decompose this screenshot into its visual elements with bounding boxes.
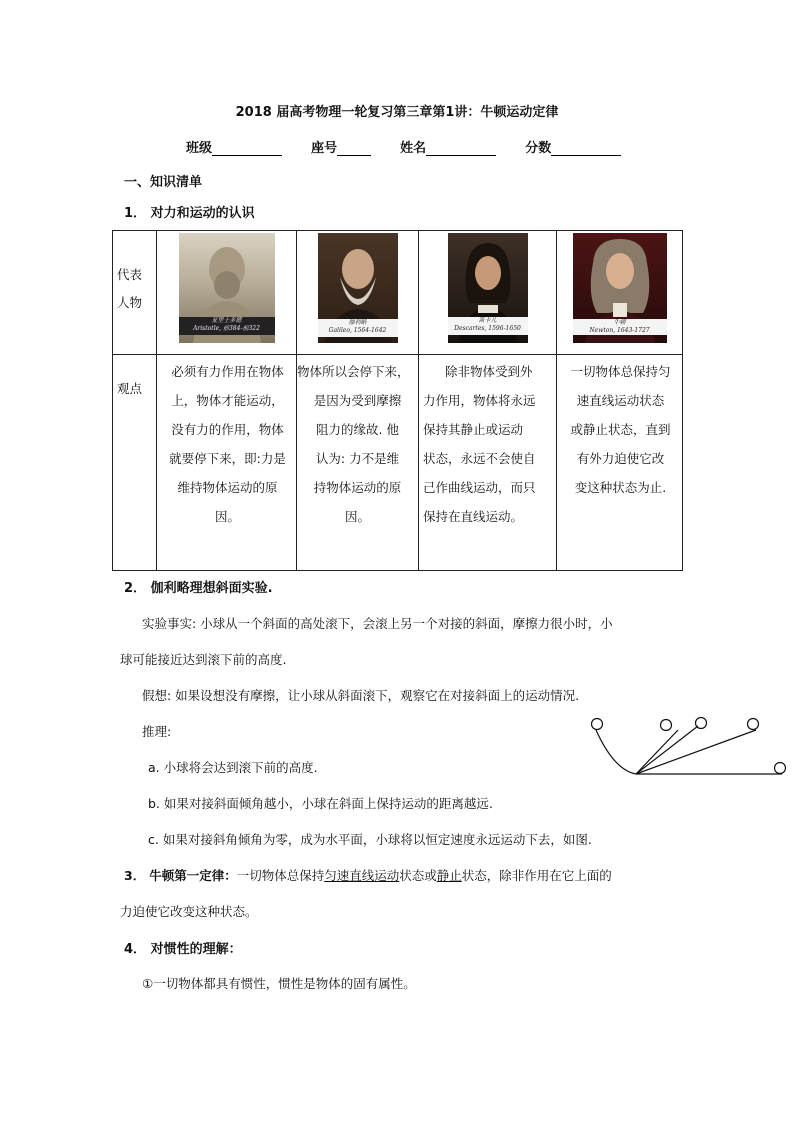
galileo-name: 伽利略 [348,319,367,326]
descent-slope [596,730,636,774]
newton-view-line: 速直线运动状态 [576,393,665,408]
aristotle-view-cell [157,355,297,571]
ball-medium [696,718,707,729]
galileo-view-line: 阻力的缘故. 他 [316,422,399,437]
name-field-label: 姓名 [400,141,427,156]
representative-label-line2: 人物 [117,295,143,310]
law-text-part1: 一切物体总保持 [236,868,325,883]
descartes-caption: Descartes, 1596-1650 [454,325,521,332]
portrait-cell-descartes [419,231,557,355]
aristotle-view-line: 必须有力作用在物体 [171,364,284,379]
newton-caption: Newton, 1643-1727 [589,327,650,334]
galileo-view-line: 持物体运动的原 [313,480,402,495]
seat-field-blank[interactable] [337,143,371,156]
ball-steep [661,720,672,731]
newton-portrait [573,233,667,343]
name-field-blank[interactable] [426,143,496,156]
experiment-fact-line2: 球可能接近达到滚下前的高度. [120,652,287,667]
portrait-cell-newton [557,231,683,355]
descartes-view-line: 力作用，物体将永远 [423,393,536,408]
newton-first-law [124,866,612,884]
descartes-view-line: 除非物体受到外 [445,364,533,379]
viewpoint-label: 观点 [117,381,143,396]
newton-name: 牛顿 [613,319,626,326]
galileo-portrait [318,233,398,343]
class-field-blank[interactable] [212,143,282,156]
aristotle-name: 亚里士多德 [211,317,242,324]
inclined-plane-diagram [584,714,794,784]
representative-label-line1: 代表 [117,267,143,282]
descartes-view-line: 保持其静止或运动 [423,422,524,437]
score-field-blank[interactable] [551,143,621,156]
subsection-heading-1: 1． 对力和运动的认识 [124,206,255,221]
law-title: 牛顿第一定律： [149,868,237,883]
law-underline-uniform-motion: 匀速直线运动 [324,868,400,883]
force-motion-table [112,230,683,571]
galileo-view-line: 因。 [344,509,370,524]
portrait-cell-aristotle [157,231,297,355]
newton-first-law-line2: 力迫使它改变这种状态。 [120,904,258,919]
start-ball [592,719,603,730]
viewpoint-header-cell [113,355,157,571]
aristotle-view-line: 因。 [214,509,240,524]
newton-view-cell [557,355,683,571]
section-heading: 一、知识清单 [124,175,203,190]
galileo-view-line: 是因为受到摩擦 [313,393,402,408]
subsection-heading-4: 4． 对惯性的理解： [124,942,242,957]
inertia-point-1: ①一切物体都具有惯性，惯性是物体的固有属性。 [142,976,416,991]
reasoning-item-a: a. 小球将会达到滚下前的高度. [148,760,318,775]
newton-view-line: 或静止状态，直到 [570,422,671,437]
aristotle-view-line: 没有力的作用，物体 [171,422,284,437]
experiment-fact-line1: 实验事实: 小球从一个斜面的高处滚下，会滚上另一个对接的斜面，摩擦力很小时，小 [142,616,613,631]
law-number: 3． [124,868,146,883]
galileo-view-cell [297,355,419,571]
galileo-caption: Galileo, 1564-1642 [328,327,387,334]
medium-slope [636,726,698,774]
law-text-part3: 状态，除非作用在它上面的 [461,868,612,883]
aristotle-view-line: 上，物体才能运动， [171,393,284,408]
aristotle-view-line: 就要停下来，即:力是 [169,451,286,466]
descartes-name: 笛卡儿 [478,317,497,324]
newton-view-line: 一切物体总保持匀 [570,364,671,379]
steep-slope [636,730,678,774]
portrait-cell-galileo [297,231,419,355]
seat-field-label: 座号 [311,141,338,156]
class-field-label: 班级 [186,141,213,156]
galileo-view-line: 认为: 力不是维 [315,451,400,466]
score-field-label: 分数 [525,141,552,156]
newton-view-line: 变这种状态为止. [574,480,667,495]
reasoning-item-c: c. 如果对接斜角倾角为零，成为水平面，小球将以恒定速度永远运动下去，如图. [148,832,592,847]
ball-gentle [748,719,759,730]
descartes-view-line: 状态，永远不会使自 [423,451,536,466]
descartes-portrait [448,233,528,343]
law-underline-rest: 静止 [436,868,462,883]
aristotle-portrait [179,233,275,343]
page-title: 2018 届高考物理一轮复习第三章第1讲：牛顿运动定律 [235,105,559,120]
ball-horizontal [775,763,786,774]
reasoning-item-b: b. 如果对接斜面倾角越小，小球在斜面上保持运动的距离越远. [148,796,493,811]
law-text-part2: 状态或 [399,868,437,883]
galileo-view-line: 物体所以会停下来， [297,364,410,379]
gentle-slope [636,730,756,774]
representative-header-cell [113,231,157,355]
subsection-heading-2: 2． 伽利略理想斜面实验. [124,581,273,596]
newton-view-line: 有外力迫使它改 [576,451,665,466]
student-info-fields [186,137,621,156]
hypothesis-text: 假想: 如果设想没有摩擦，让小球从斜面滚下，观察它在对接斜面上的运动情况. [142,688,580,703]
descartes-view-line: 己作曲线运动，而只 [423,480,536,495]
aristotle-caption: Aristotle, 前384-前322 [193,325,260,332]
aristotle-view-line: 维持物体运动的原 [177,480,278,495]
descartes-view-cell [419,355,557,571]
reasoning-label: 推理: [142,724,172,739]
descartes-view-line: 保持在直线运动。 [423,509,524,524]
